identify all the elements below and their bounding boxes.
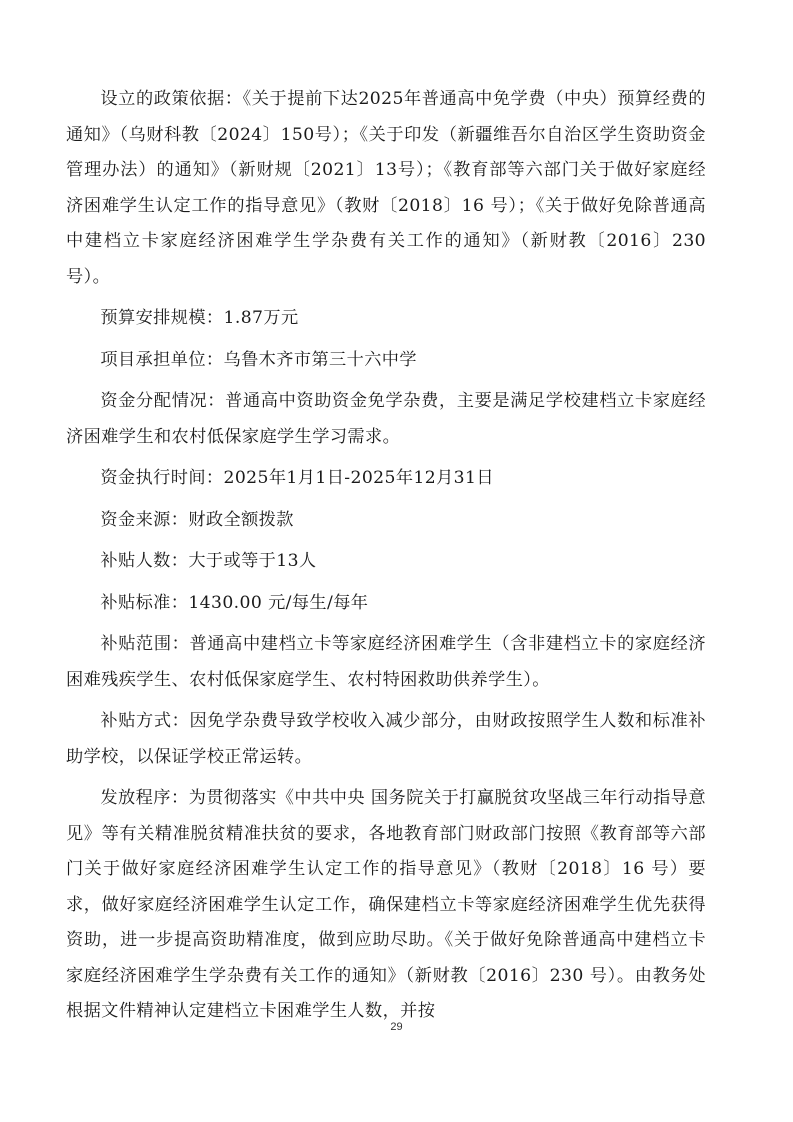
paragraph-policy-basis: 设立的政策依据：《关于提前下达2025年普通高中免学费（中央）预算经费的通知》（乌财科教〔2024〕150号）；《关于印发（新疆维吾尔自治区学生资助资金管理办法）的通知》（新财规〔2021〕13号）；《教育部等六部门关于做好家庭经济困难学生认定工作的指导意见》（教财〔2018〕16 号）；《关于做好免除普通高中建档立卡家庭经济困难学生学杂费有关工作的通知》（新财教〔2016〕230 号）。 <box>66 89 706 287</box>
paragraph-execution-time: 资金执行时间：2025年1月1日-2025年12月31日 <box>100 468 494 488</box>
paragraph-fund-source: 资金来源：财政全额拨款 <box>100 509 294 530</box>
paragraph-subsidy-count: 补贴人数：大于或等于13人 <box>100 551 317 571</box>
paragraph-fund-allocation: 资金分配情况：普通高中资助资金免学杂费，主要是满足学校建档立卡家庭经济困难学生和农村低保家庭学生学习需求。 <box>66 391 706 447</box>
paragraph-undertaking-unit: 项目承担单位：乌鲁木齐市第三十六中学 <box>100 349 417 370</box>
paragraph-budget-scale: 预算安排规模：1.87万元 <box>100 308 299 328</box>
paragraph-subsidy-standard: 补贴标准：1430.00 元/每生/每年 <box>100 592 369 613</box>
document-body <box>66 82 706 1036</box>
paragraph-subsidy-scope: 补贴范围：普通高中建档立卡等家庭经济困难学生（含非建档立卡的家庭经济困难残疾学生、农村低保家庭学生、农村特困救助供养学生）。 <box>66 634 706 690</box>
page-number: 29 <box>390 1021 403 1033</box>
paragraph-distribution-procedure: 发放程序：为贯彻落实《中共中央 国务院关于打赢脱贫攻坚战三年行动指导意见》等有关精准脱贫精准扶贫的要求，各地教育部门财政部门按照《教育部等六部门关于做好家庭经济困难学生认定工作的指导意见》（教财〔2018〕16 号）要求，做好家庭经济困难学生认定工作，确保建档立卡等家庭经济困难学生优先获得资助，进一步提高资助精准度，做到应助尽助。《关于做好免除普通高中建档立卡家庭经济困难学生学杂费有关工作的通知》（新财教〔2016〕230 号）。由教务处根据文件精神认定建档立卡困难学生人数，并按 <box>66 788 706 1021</box>
paragraph-subsidy-method: 补贴方式：因免学杂费导致学校收入减少部分，由财政按照学生人数和标准补助学校，以保证学校正常运转。 <box>66 711 706 767</box>
